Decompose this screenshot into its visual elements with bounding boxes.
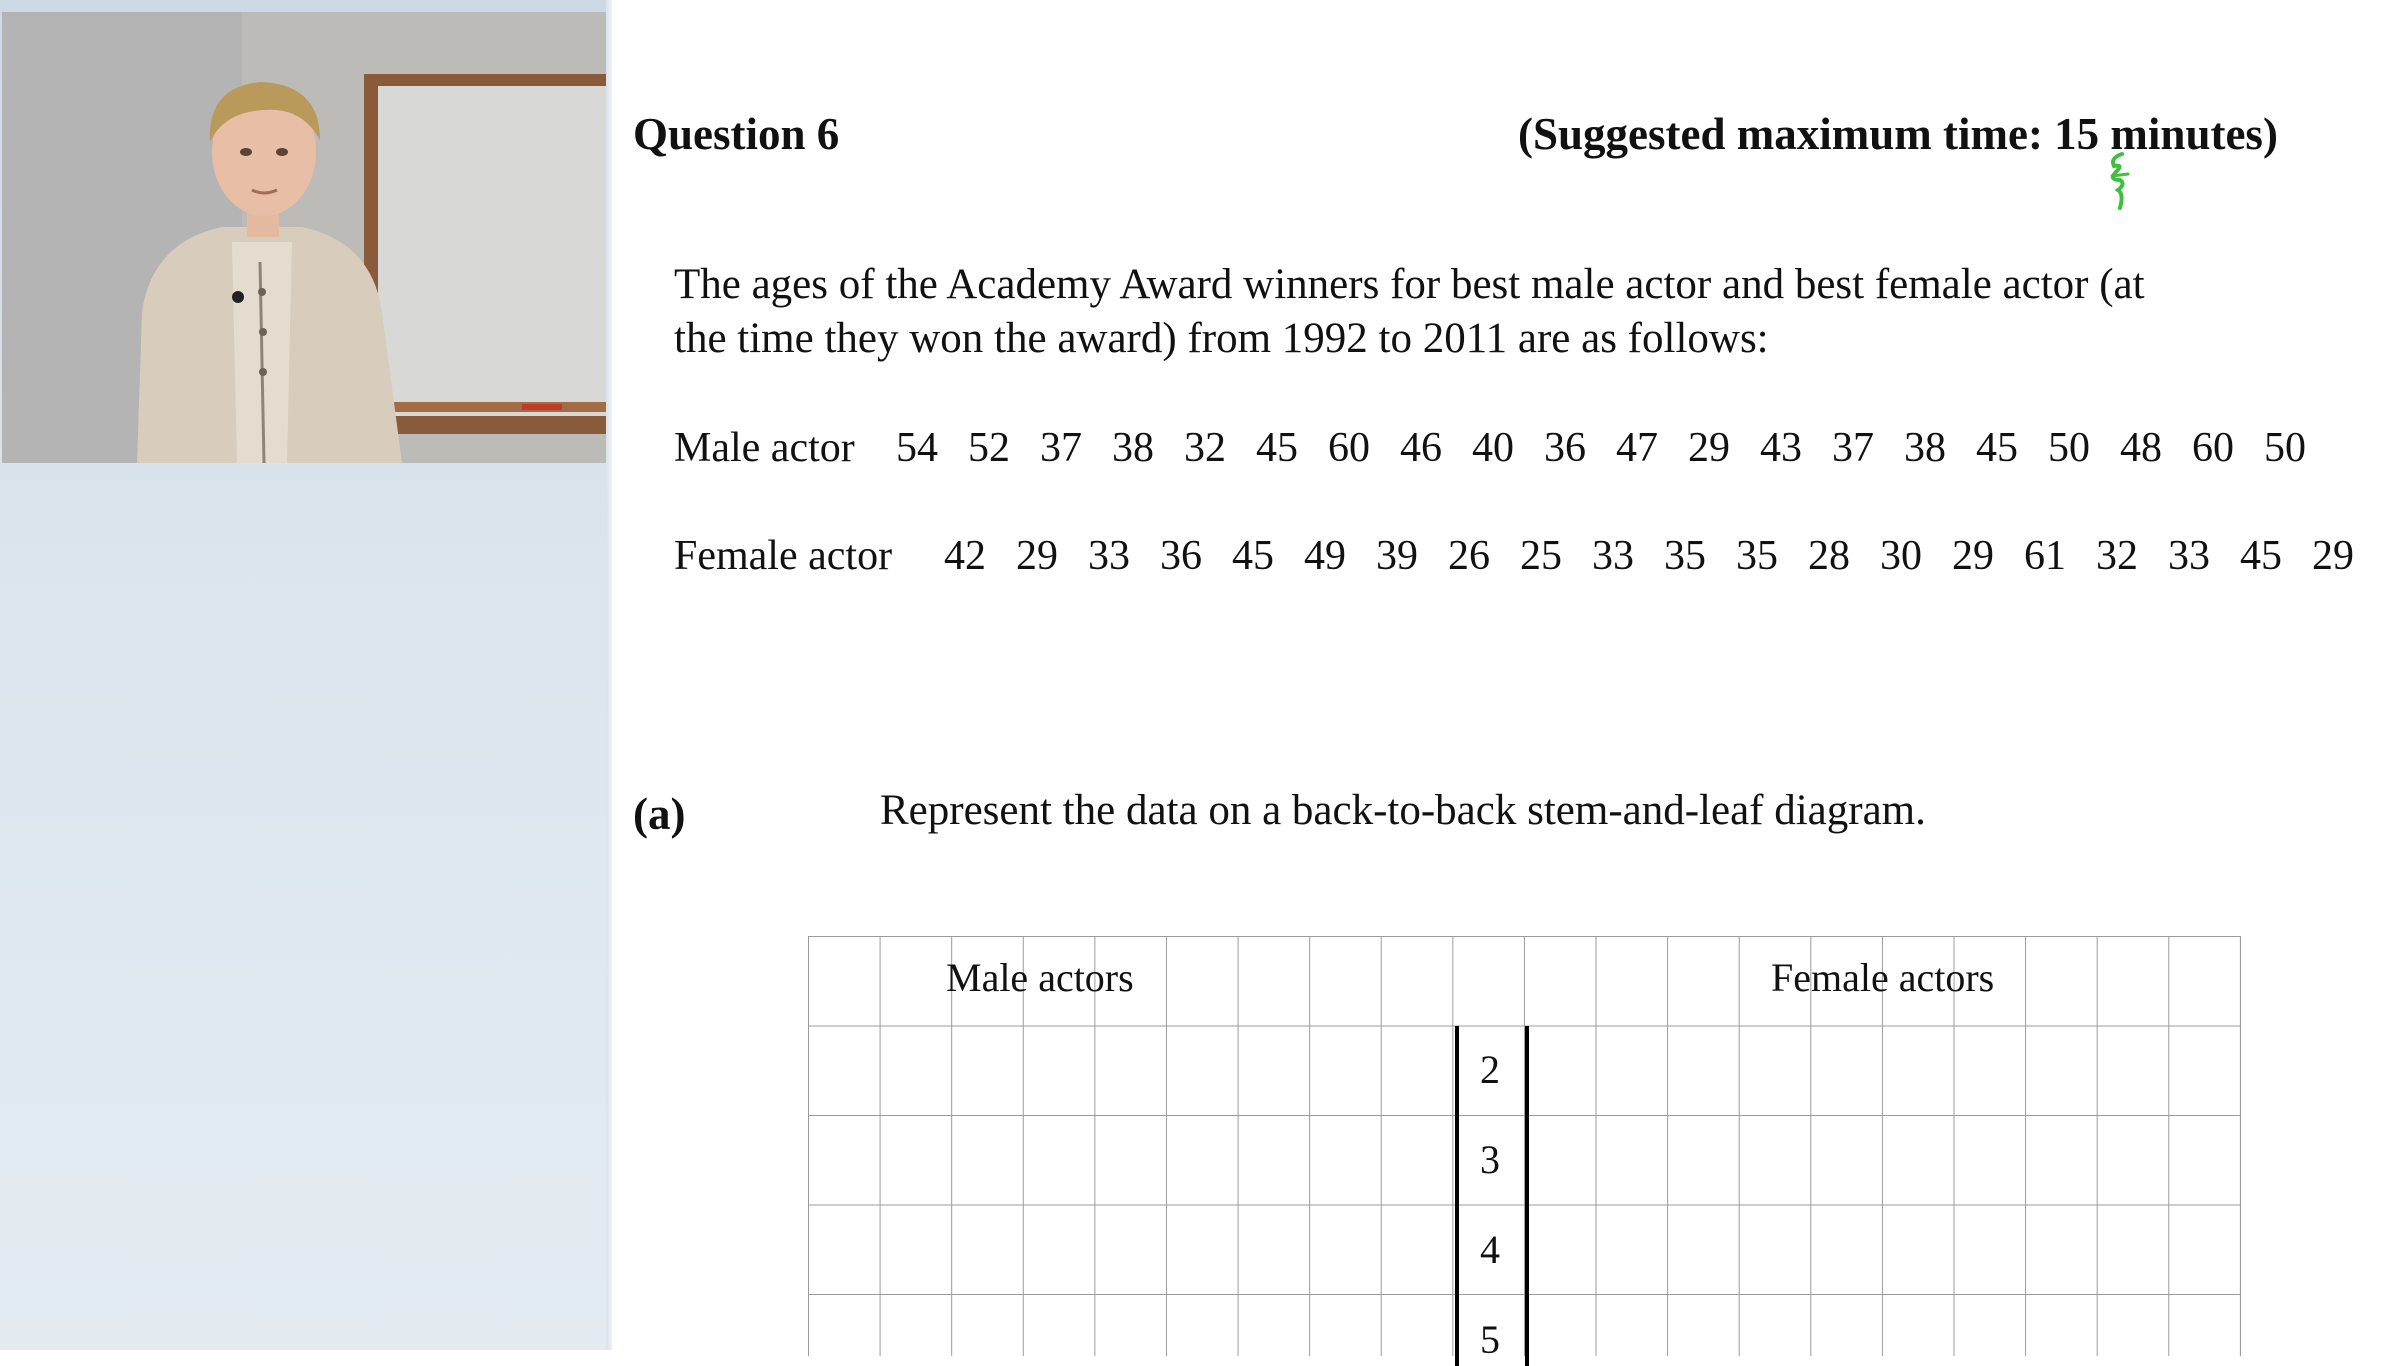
presenter-video-frame (2, 12, 606, 463)
male-actor-row (674, 424, 2306, 472)
stem-value: 4 (1480, 1227, 1500, 1272)
female-value: 33 (1088, 533, 1130, 579)
handwritten-check-icon (2104, 150, 2134, 212)
female-value: 39 (1376, 533, 1418, 579)
male-value: 54 (896, 425, 938, 471)
female-value: 35 (1664, 533, 1706, 579)
stem-divider-right (1525, 1026, 1529, 1366)
male-value: 37 (1040, 425, 1082, 471)
intro-line-1: The ages of the Academy Award winners for best male actor and best female actor (at (674, 261, 2145, 308)
male-actor-label: Male actor (674, 425, 855, 471)
male-value: 52 (968, 425, 1010, 471)
female-value: 33 (2168, 533, 2210, 579)
female-value: 45 (2240, 533, 2282, 579)
female-value: 29 (2312, 533, 2354, 579)
male-value: 48 (2120, 425, 2162, 471)
question-title: Question 6 (633, 109, 840, 159)
female-value: 29 (1016, 533, 1058, 579)
female-value: 30 (1880, 533, 1922, 579)
male-value: 60 (2192, 425, 2234, 471)
female-value: 61 (2024, 533, 2066, 579)
stem-value: 2 (1480, 1047, 1500, 1092)
male-value: 43 (1760, 425, 1802, 471)
male-value: 46 (1400, 425, 1442, 471)
female-value: 33 (1592, 533, 1634, 579)
female-value: 49 (1304, 533, 1346, 579)
male-value: 45 (1256, 425, 1298, 471)
left-panel (0, 0, 612, 1350)
part-a-instruction: Represent the data on a back-to-back stem-and-leaf diagram. (880, 787, 1926, 834)
female-value: 36 (1160, 533, 1202, 579)
male-value: 38 (1904, 425, 1946, 471)
male-value: 45 (1976, 425, 2018, 471)
stem-value: 3 (1480, 1137, 1500, 1182)
part-a-label: (a) (633, 789, 686, 839)
male-value: 50 (2264, 425, 2306, 471)
female-actor-row (674, 532, 2354, 580)
male-value: 50 (2048, 425, 2090, 471)
male-value: 40 (1472, 425, 1514, 471)
stem-divider-left (1455, 1026, 1459, 1366)
female-actors-header: Female actors (1771, 955, 1995, 1000)
female-value: 29 (1952, 533, 1994, 579)
female-value: 28 (1808, 533, 1850, 579)
male-value: 37 (1832, 425, 1874, 471)
suggested-time: (Suggested maximum time: 15 minutes) (1518, 109, 2278, 159)
male-actors-header: Male actors (946, 955, 1134, 1000)
female-actor-label: Female actor (674, 533, 893, 579)
male-value: 29 (1688, 425, 1730, 471)
male-value: 60 (1328, 425, 1370, 471)
male-value: 32 (1184, 425, 1226, 471)
female-value: 25 (1520, 533, 1562, 579)
female-value: 42 (944, 533, 986, 579)
document-page (612, 0, 2400, 1362)
stem-leaf-grid[interactable] (808, 936, 2241, 1362)
female-value: 32 (2096, 533, 2138, 579)
presenter-video[interactable] (2, 12, 606, 463)
male-value: 36 (1544, 425, 1586, 471)
question-intro (674, 258, 2145, 366)
female-value: 35 (1736, 533, 1778, 579)
female-value: 26 (1448, 533, 1490, 579)
male-value: 47 (1616, 425, 1658, 471)
intro-line-2: the time they won the award) from 1992 to 2011 are as follows: (674, 315, 1769, 362)
male-value: 38 (1112, 425, 1154, 471)
stem-value: 5 (1480, 1317, 1500, 1362)
female-value: 45 (1232, 533, 1274, 579)
